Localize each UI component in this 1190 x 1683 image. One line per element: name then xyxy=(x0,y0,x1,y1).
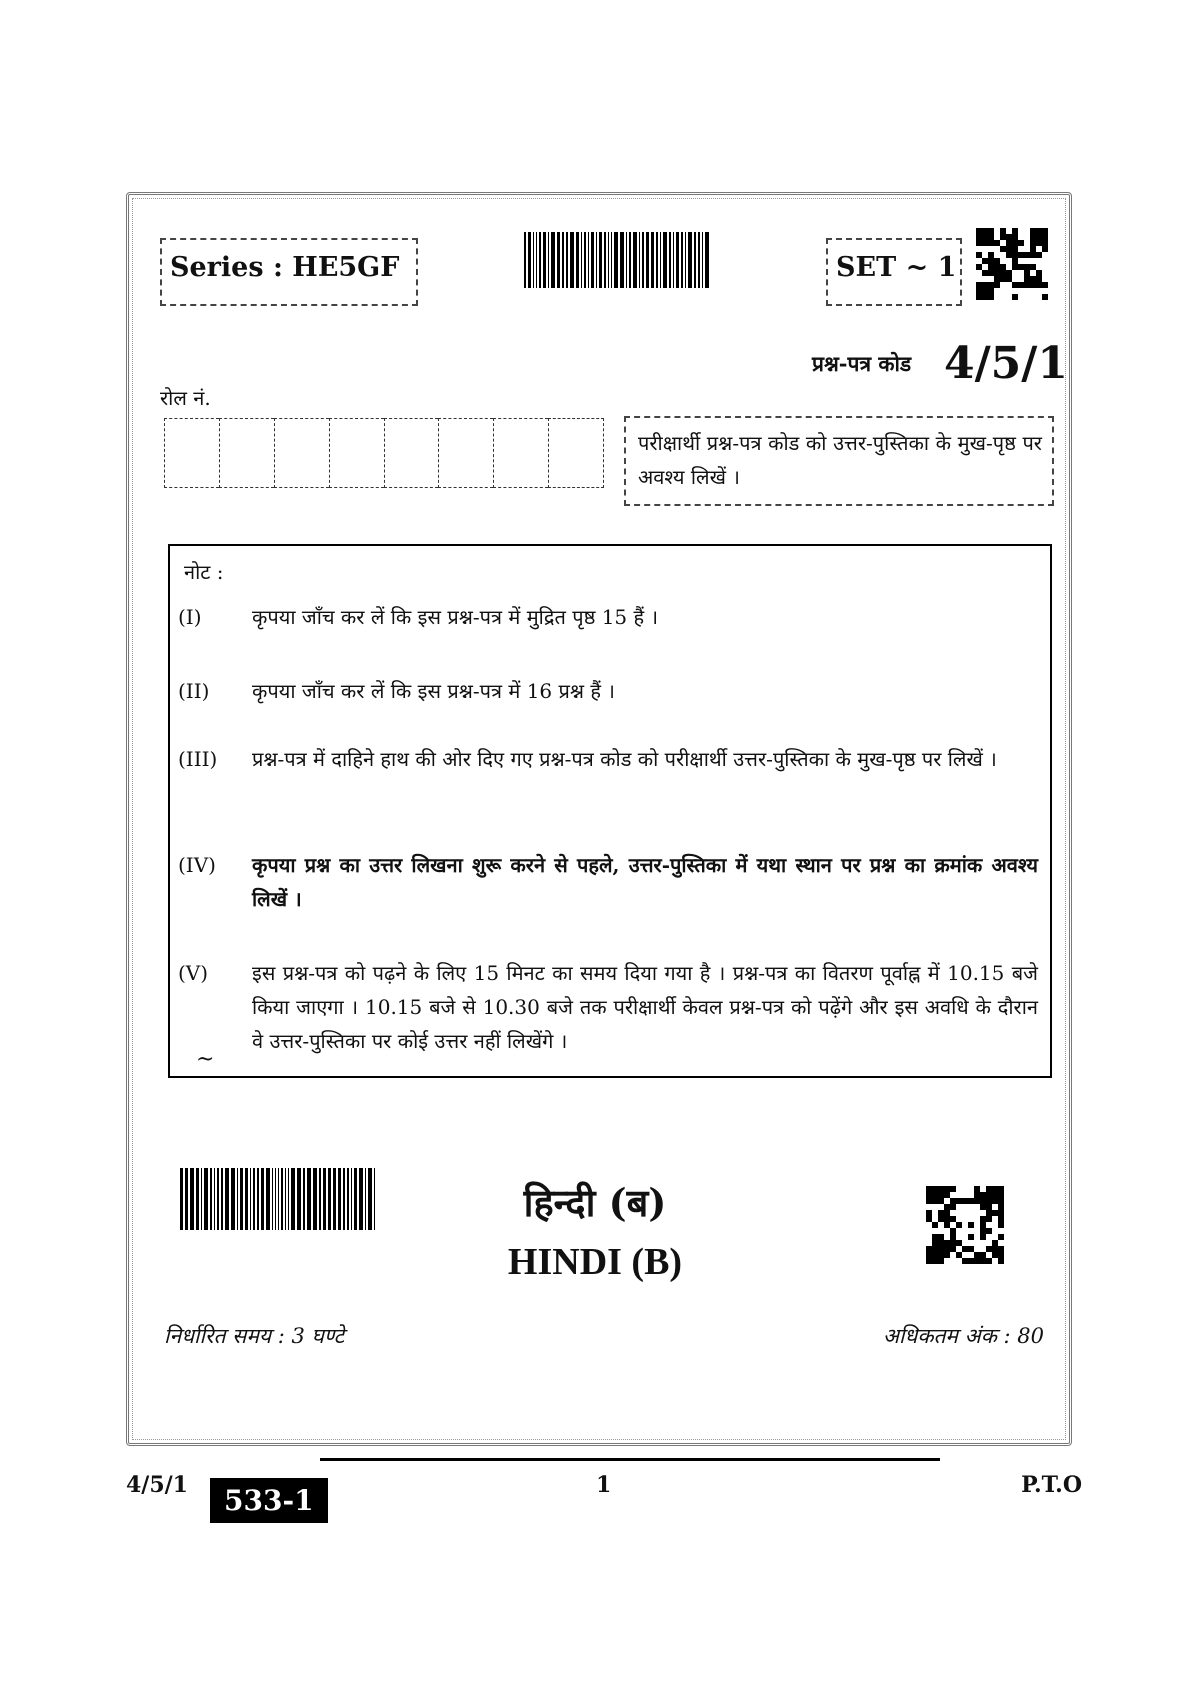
barcode-bar xyxy=(681,232,683,288)
barcode-bar xyxy=(660,232,661,288)
series-label: Series : HE5GF xyxy=(170,252,400,283)
top-barcode xyxy=(524,232,711,288)
barcode-bar xyxy=(705,232,709,288)
notes-title: नोट : xyxy=(184,560,224,584)
barcode-bar xyxy=(614,232,618,288)
barcode-bar xyxy=(604,232,606,288)
roll-number-cell[interactable] xyxy=(493,418,548,488)
paper-code-label: प्रश्न-पत्र कोड xyxy=(812,351,912,376)
barcode-bar xyxy=(539,232,541,288)
roll-number-cell[interactable] xyxy=(164,418,219,488)
barcode-bar xyxy=(576,232,579,288)
roll-number-cell[interactable] xyxy=(329,418,384,488)
barcode-bar xyxy=(642,232,644,288)
barcode-bar xyxy=(599,232,602,288)
footer-paper-code: 4/5/1 xyxy=(126,1472,188,1498)
barcode-bar xyxy=(629,232,631,288)
roll-number-label: रोल नं. xyxy=(160,386,211,410)
barcode-bar xyxy=(626,232,627,288)
paper-code-value: 4/5/1 xyxy=(944,338,1068,389)
barcode-bar xyxy=(570,232,574,288)
max-marks: अधिकतम अंक : 80 xyxy=(882,1324,1044,1348)
tilde-mark: ~ xyxy=(196,1047,215,1072)
code-module xyxy=(1042,294,1048,300)
barcode-bar xyxy=(588,232,589,288)
footer-badge: 533-1 xyxy=(210,1478,328,1523)
barcode-bar xyxy=(673,232,674,288)
barcode-bar xyxy=(543,232,546,288)
pto-label: P.T.O xyxy=(1021,1472,1082,1498)
note-text: कृपया जाँच कर लें कि इस प्रश्न-पत्र में 16 प्रश्न हैं । xyxy=(252,679,615,703)
barcode-bar xyxy=(557,232,560,288)
barcode-bar xyxy=(566,232,568,288)
barcode-bar xyxy=(620,232,624,288)
roll-number-cell[interactable] xyxy=(384,418,439,488)
barcode-bar xyxy=(533,232,534,288)
barcode-bar xyxy=(536,232,537,288)
barcode-bar xyxy=(702,232,703,288)
barcode-bar xyxy=(694,232,696,288)
note-number: (I) xyxy=(178,605,202,629)
time-allowed: निर्धारित समय : 3 घण्टे xyxy=(164,1324,345,1348)
note-number: (V) xyxy=(178,961,209,985)
barcode-bar xyxy=(548,232,549,288)
barcode-bar xyxy=(676,232,679,288)
barcode-bar xyxy=(633,232,637,288)
barcode-bar xyxy=(669,232,671,288)
barcode-bar xyxy=(685,232,686,288)
note-text: इस प्रश्न-पत्र को पढ़ने के लिए 15 मिनट का समय दिया गया है । प्रश्न-पत्र का वितरण पूर्वाह्न में 10.15 बजे किया जाएगा । 10.15 बजे से 10.30 बजे तक परीक्षार्थी केवल प्रश्न-पत्र को पढ़ेंगे और इस अवधि के दौरान वे उत्तर-पुस्तिका पर कोई उत्तर नहीं लिखेंगे । xyxy=(252,961,1038,1053)
barcode-bar xyxy=(639,232,640,288)
instruction-text: परीक्षार्थी प्रश्न-पत्र कोड को उत्तर-पुस्तिका के मुख-पृष्ठ पर अवश्य लिखें । xyxy=(638,431,1042,489)
qr-code xyxy=(926,1186,1004,1264)
barcode-bar xyxy=(562,232,564,288)
barcode-bar xyxy=(524,232,526,288)
barcode-bar xyxy=(584,232,586,288)
note-text: कृपया जाँच कर लें कि इस प्रश्न-पत्र में मुद्रित पृष्ठ 15 हैं । xyxy=(252,605,659,629)
barcode-bar xyxy=(688,232,692,288)
barcode-bar xyxy=(581,232,582,288)
datamatrix-code xyxy=(976,228,1048,300)
footer-rule xyxy=(320,1458,940,1461)
page-number: 1 xyxy=(596,1472,612,1498)
roll-number-cell[interactable] xyxy=(274,418,329,488)
notes-box xyxy=(168,544,1052,1078)
barcode-bar xyxy=(663,232,667,288)
roll-number-grid[interactable] xyxy=(164,418,604,488)
subject-title-hindi: हिन्दी (ब) xyxy=(523,1180,667,1225)
note-number: (II) xyxy=(178,679,210,703)
subject-title-english: HINDI (B) xyxy=(507,1241,683,1283)
barcode-bar xyxy=(528,232,531,288)
barcode-bar xyxy=(596,232,597,288)
barcode-bar xyxy=(608,232,609,288)
barcode-bar xyxy=(551,232,555,288)
roll-number-cell[interactable] xyxy=(548,418,604,488)
note-number: (III) xyxy=(178,747,218,771)
roll-number-cell[interactable] xyxy=(219,418,274,488)
barcode-bar xyxy=(591,232,594,288)
barcode-bar xyxy=(698,232,700,288)
barcode-bar xyxy=(656,232,658,288)
set-label: SET ~ 1 xyxy=(836,252,957,283)
barcode-bar xyxy=(651,232,654,288)
note-number: (IV) xyxy=(178,853,216,877)
roll-number-cell[interactable] xyxy=(438,418,493,488)
note-text: कृपया प्रश्न का उत्तर लिखना शुरू करने से पहले, उत्तर-पुस्तिका में यथा स्थान पर प्रश्न का क्रमांक अवश्य लिखें । xyxy=(252,853,1038,911)
code-module xyxy=(998,1258,1004,1264)
barcode-bar xyxy=(611,232,612,288)
barcode-bar xyxy=(646,232,649,288)
note-text: प्रश्न-पत्र में दाहिने हाथ की ओर दिए गए प्रश्न-पत्र कोड को परीक्षार्थी उत्तर-पुस्तिका के मुख-पृष्ठ पर लिखें । xyxy=(252,747,997,771)
